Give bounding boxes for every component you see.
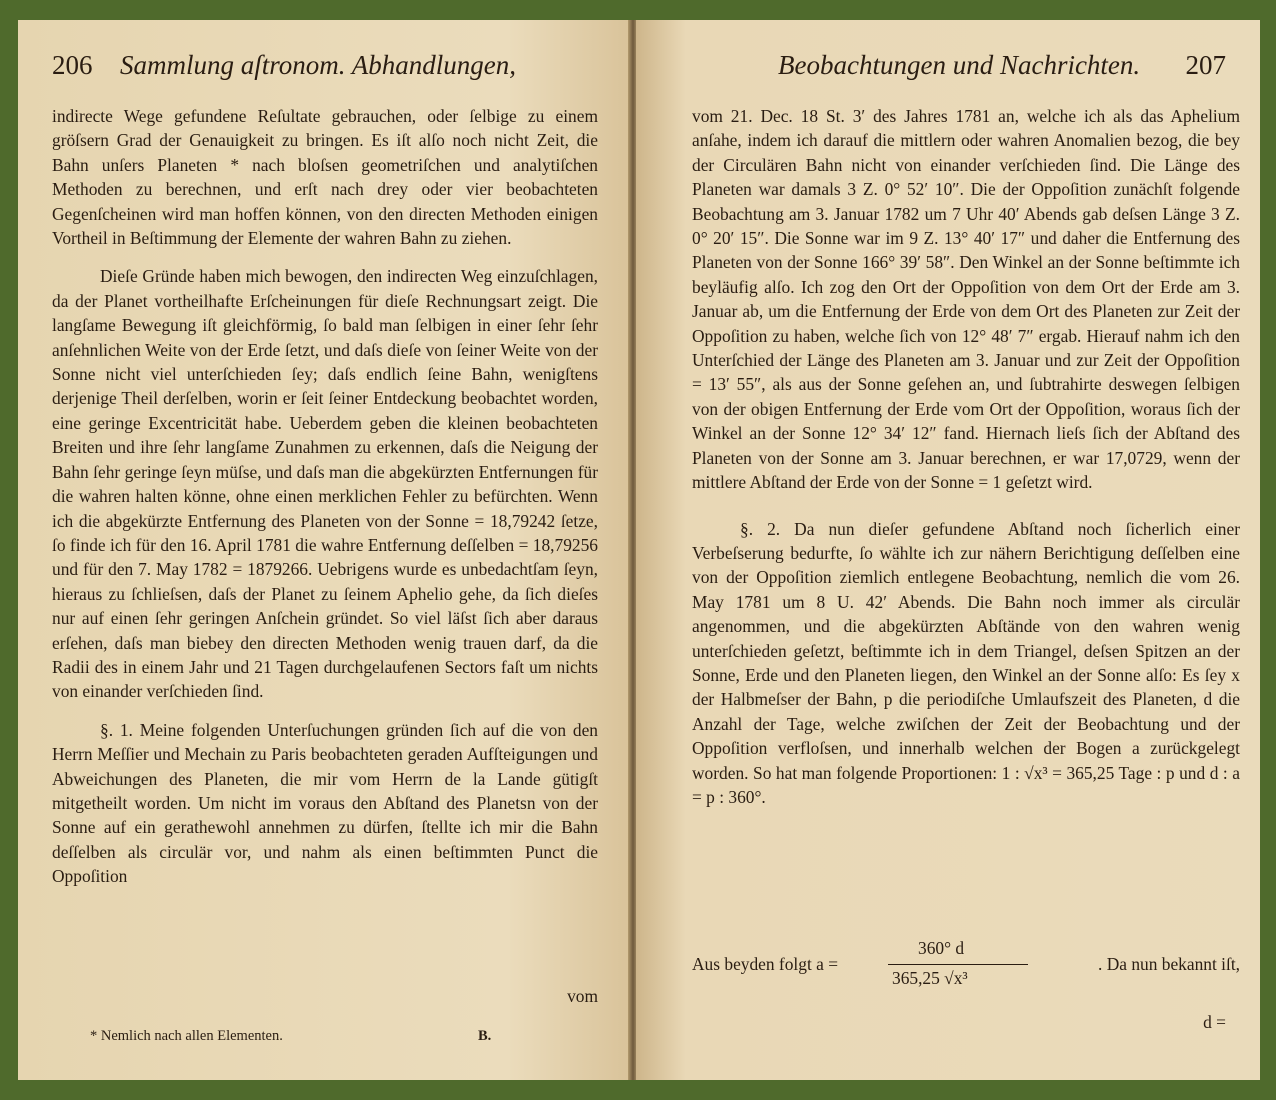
paragraph: vom 21. Dec. 18 St. 3′ des Jahres 1781 an, welche ich als das Aphelium anſahe, indem ich darauf die mittlern oder wahren Anomalien bezog, die bey der Circulären Bahn nicht von einander verſchieden ſind. Die Länge des Planeten war damals 3 Z. 0° 52′ 10″. Die der Oppoſition zunächſt folgende Beobachtung am 3. Januar 1782 um 7 Uhr 40′ Abends gab deſsen Länge 3 Z. 0° 20′ 15″. Die Sonne war im 9 Z. 13° 40′ 17″ und daher die Entfernung des Planeten von der Sonne 166° 39′ 58″. Den Winkel an der Sonne beſtimmte ich beyläufig alſo. Ich zog den Ort der Oppoſition von dem Ort der Erde am 3. Januar ab, um die Entfernung der Erde von dem Ort des Planeten zur Zeit der Oppoſition zu haben, welche ſich von 12° 48′ 7″ ergab. Hierauf nahm ich den Unterſchied der Länge des Planeten am 3. Januar und zur Zeit der Oppoſition = 13′ 55″, als aus der Sonne geſehen an, und ſubtrahirte deswegen ſelbigen von der obigen Entfernung der Erde vom Ort der Oppoſition, woraus ſich der Winkel an der Sonne 12° 34′ 12″ fand. Hiernach lieſs ſich der Abſtand des Planeten von der Sonne am 3. Januar berechnen, er war 17,0729, wenn der mittlere Abſtand der Erde von der Sonne = 1 geſetzt wird. (692, 106, 1240, 493)
running-head-right: Beobachtungen und Nachrichten. (778, 50, 1141, 80)
right-body (692, 104, 1240, 809)
formula-suffix: . Da nun bekannt iſt, (1098, 954, 1240, 974)
book-spread (18, 20, 1260, 1080)
running-head-left: Sammlung aſtronom. Abhandlungen, (120, 50, 516, 80)
catchword-right: d = (1203, 1012, 1226, 1032)
footnote: * Nemlich nach allen Elementen. (90, 1028, 283, 1044)
page-number-left: 206 (52, 50, 93, 80)
left-body (52, 104, 598, 889)
paragraph: Dieſe Gründe haben mich bewogen, den indirecten Weg einzuſchlagen, da der Planet vortheilhafte Erſcheinungen für dieſe Rechnungsart zeigt. Die langſame Bewegung iſt gleichförmig, ſo bald man ſelbigen in einer ſehr ſehr anſehnlichen Weite von der Erde ſetzt, und daſs dieſe von ſeiner Weite von der Sonne nicht viel unterſchieden ſey; daſs endlich ſeine Bahn, wenigſtens derjenige Theil derſelben, worin er ſeit ſeiner Entdeckung beobachtet worden, eine geringe Excentricität habe. Ueberdem geben die kleinen beobachteten Breiten und ihre ſehr langſame Zunahmen zu erkennen, daſs die Neigung der Bahn ſehr geringe ſeyn müſse, und daſs man die abgekürzten Entfernungen für die wahren halten könne, ohne einen merklichen Fehler zu befürchten. Wenn ich die abgekürzte Entfernung des Planeten von der Sonne = 18,79242 ſetze, ſo finde ich für den 16. April 1781 die wahre Entfernung deſſelben = 18,79256 und für den 7. May 1782 = 1879266. Uebrigens wurde es unbedachtſam ſeyn, hieraus zu ſchlieſsen, daſs der Planet zu ſeinem Aphelio gehe, da ſich dieſes nur auf einen ſehr geringen Anſchein gründet. So viel läſst ſich aber daraus erſehen, daſs man biebey den directen Methoden wenig trauen darf, da die Radii des in einem Jahr und 21 Tagen durchgelaufenen Sectors faſt um nichts von einander verſchieden ſind. (52, 266, 598, 702)
paragraph: §. 2. Da nun dieſer gefundene Abſtand noch ſicherlich einer Verbeſserung bedurfte, ſo wählte ich zur nähern Berichtigung deſſelben eine von der Oppoſition ziemlich entlegene Beobachtung, nemlich die vom 26. May 1781 um 8 U. 42′ Abends. Die Bahn noch immer als circulär angenommen, und die abgekürzten Abſtände von den wahren wenig unterſchieden geſetzt, beſtimmte ich in dem Triangel, deſsen Spitzen an der Sonne, Erde und den Planeten liegen, den Winkel an der Sonne alſo: Es ſey x der Halbmeſser der Bahn, p die periodiſche Umlaufszeit des Planeten, d die Anzahl der Tage, welche zwiſchen der Zeit der Beobachtung und der Oppoſition verfloſsen, und innerhalb welchen der Bogen a zurückgelegt worden. So hat man folgende Proportionen: 1 : √x³ = 365,25 Tage : p und d : a = p : 360°. (692, 518, 1240, 807)
right-page (636, 20, 1260, 1080)
formula (692, 938, 1240, 1008)
paragraph: §. 1. Meine folgenden Unterſuchungen gründen ſich auf die von den Herrn Meſſier und Mechain zu Paris beobachteten geraden Aufſteigungen und Abweichungen des Planeten, die mir vom Herrn de la Lande gütigſt mitgetheilt worden. Um nicht im voraus den Abſtand des Planetsn von der Sonne auf ein gerathewohl annehmen zu dürfen, ſtellte ich mir die Bahn deſſelben als circulär vor, und nahm als einen beſtimmten Punct die Oppoſition (52, 719, 598, 887)
formula-numerator: 360° d (918, 938, 965, 958)
fraction-bar (888, 964, 1028, 965)
left-page (18, 20, 630, 1080)
formula-denominator: 365,25 √x³ (892, 968, 968, 988)
catchword-left: vom (567, 986, 598, 1006)
signature-mark: B. (478, 1028, 492, 1044)
page-number-right: 207 (1185, 50, 1226, 80)
paragraph: indirecte Wege gefundene Reſultate gebrauchen, oder ſelbige zu einem gröſsern Grad der Genauigkeit zu bringen. Es iſt alſo noch nicht Zeit, die Bahn unſers Planeten * nach bloſsen geometriſchen und analytiſchen Methoden zu berechnen, und erſt nach drey oder vier beobachteten Gegenſcheinen wird man hoffen können, von den directen Methoden einigen Vortheil in Beſtimmung der Elemente der wahren Bahn zu ziehen. (52, 106, 598, 249)
formula-prefix: Aus beyden folgt a = (692, 954, 839, 974)
